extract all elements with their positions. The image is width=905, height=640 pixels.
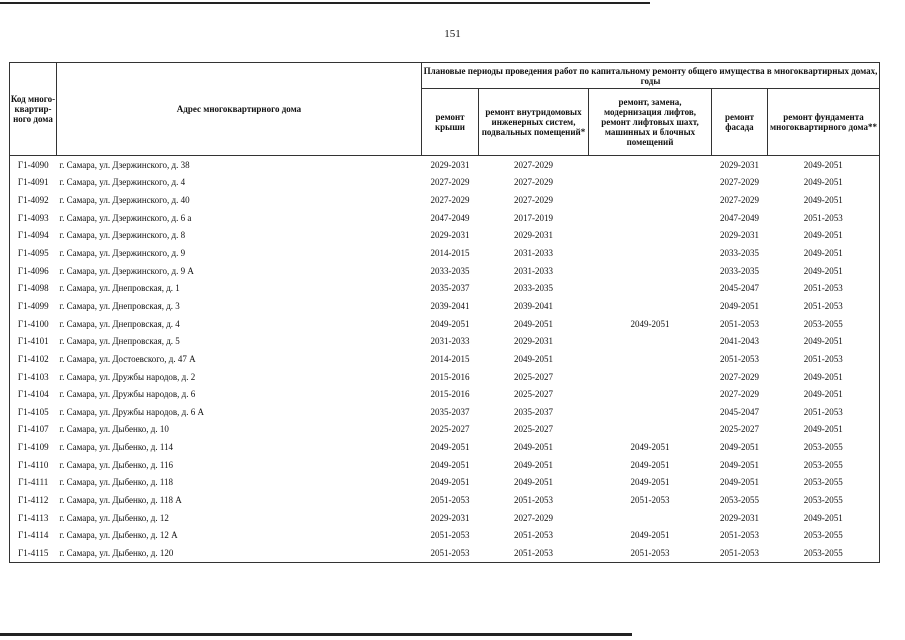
cell-code: Г1-4094 — [10, 227, 57, 245]
cell-systems: 2031-2033 — [514, 265, 553, 276]
header-code: Код много-квартир-ного дома — [10, 63, 57, 156]
cell-code: Г1-4095 — [10, 244, 57, 262]
bottom-rule — [0, 633, 632, 636]
cell-facade: 2049-2051 — [720, 477, 759, 488]
cell-address: г. Самара, ул. Дыбенко, д. 120 — [57, 544, 422, 562]
cell-lifts: 2051-2053 — [630, 494, 670, 505]
cell-address: г. Самара, ул. Дружбы народов, д. 6 А — [59, 406, 204, 417]
cell-address: г. Самара, ул. Дыбенко, д. 116 — [59, 459, 174, 470]
cell-lifts: 2049-2051 — [630, 477, 670, 488]
cell-address: г. Самара, ул. Дыбенко, д. 12 А — [59, 530, 178, 541]
cell-facade: 2027-2029 — [720, 177, 759, 188]
cell-code: Г1-4113 — [10, 509, 57, 527]
cell-systems: 2033-2035 — [514, 283, 553, 294]
cell-lifts — [589, 244, 712, 262]
cell-code: Г1-4100 — [10, 315, 57, 333]
table-row — [10, 403, 880, 421]
cell-lifts — [589, 191, 712, 209]
cell-facade: 2033-2035 — [720, 248, 759, 259]
cell-address: г. Самара, ул. Дыбенко, д. 118 — [59, 477, 174, 488]
table-row — [10, 474, 880, 492]
header-lifts: ремонт, замена, модернизация лифтов, ремонт лифтовых шахт, машинных и блочных помещений — [589, 89, 712, 156]
cell-roof: 2014-2015 — [430, 353, 470, 364]
cell-foundation: 2049-2051 — [768, 244, 880, 262]
cell-systems: 2029-2031 — [514, 230, 553, 241]
cell-systems: 2025-2027 — [514, 424, 553, 435]
cell-address: г. Самара, ул. Дыбенко, д. 10 — [59, 424, 169, 435]
cell-roof: 2035-2037 — [430, 283, 470, 294]
table-row — [10, 315, 880, 333]
cell-address: г. Самара, ул. Дружбы народов, д. 6 — [59, 389, 196, 400]
cell-address: г. Самара, ул. Днепровская, д. 4 — [59, 318, 180, 329]
header-group: Плановые периоды проведения работ по капитальному ремонту общего имущества в многоквартирных домах, годы — [422, 63, 880, 89]
table-row — [10, 262, 880, 280]
cell-roof: 2015-2016 — [430, 389, 470, 400]
table-row — [10, 174, 880, 192]
cell-facade: 2051-2053 — [712, 544, 768, 562]
cell-systems: 2029-2031 — [514, 336, 553, 347]
header-foundation: ремонт фундамента многоквартирного дома** — [768, 89, 880, 156]
cell-code: Г1-4096 — [10, 262, 57, 280]
cell-code: Г1-4093 — [10, 209, 57, 227]
cell-foundation: 2053-2055 — [768, 474, 880, 492]
cell-address: г. Самара, ул. Дзержинского, д. 38 — [59, 159, 190, 170]
cell-foundation: 2049-2051 — [768, 421, 880, 439]
cell-foundation: 2049-2051 — [768, 262, 880, 280]
cell-address: г. Самара, ул. Дзержинского, д. 6 а — [59, 212, 192, 223]
cell-roof: 2049-2051 — [430, 442, 470, 453]
cell-code: Г1-4090 — [10, 156, 57, 174]
cell-lifts: 2049-2051 — [630, 442, 670, 453]
cell-lifts — [589, 421, 712, 439]
cell-lifts — [589, 209, 712, 227]
table-row — [10, 368, 880, 386]
cell-address: г. Самара, ул. Днепровская, д. 5 — [59, 336, 180, 347]
cell-foundation: 2051-2053 — [768, 209, 880, 227]
cell-foundation: 2049-2051 — [768, 332, 880, 350]
cell-address: г. Самара, ул. Дзержинского, д. 40 — [59, 195, 190, 206]
table-row — [10, 244, 880, 262]
cell-facade: 2049-2051 — [720, 300, 759, 311]
cell-lifts — [589, 350, 712, 368]
header-systems: ремонт внутридомовых инженерных систем, подвальных помещений* — [479, 89, 589, 156]
cell-foundation: 2049-2051 — [768, 509, 880, 527]
table-row — [10, 456, 880, 474]
cell-systems: 2017-2019 — [514, 212, 553, 223]
cell-lifts — [589, 403, 712, 421]
cell-systems: 2035-2037 — [514, 406, 553, 417]
cell-foundation: 2053-2055 — [768, 526, 880, 544]
table-row — [10, 297, 880, 315]
cell-roof: 2049-2051 — [430, 459, 470, 470]
table-row — [10, 156, 880, 174]
cell-foundation: 2049-2051 — [768, 227, 880, 245]
cell-roof: 2051-2053 — [430, 494, 470, 505]
cell-foundation: 2053-2055 — [768, 438, 880, 456]
table-row — [10, 544, 880, 562]
header-roof: ремонт крыши — [422, 89, 479, 156]
cell-systems: 2049-2051 — [514, 459, 553, 470]
cell-address: г. Самара, ул. Дружбы народов, д. 2 — [59, 371, 196, 382]
cell-foundation: 2051-2053 — [768, 403, 880, 421]
cell-roof: 2025-2027 — [430, 424, 470, 435]
cell-roof: 2051-2053 — [430, 530, 470, 541]
cell-address: г. Самара, ул. Дзержинского, д. 9 — [59, 248, 186, 259]
cell-code: Г1-4103 — [10, 368, 57, 386]
cell-facade: 2025-2027 — [720, 424, 759, 435]
cell-facade: 2027-2029 — [720, 195, 759, 206]
cell-roof: 2029-2031 — [430, 512, 470, 523]
cell-code: Г1-4107 — [10, 421, 57, 439]
cell-code: Г1-4111 — [10, 474, 57, 492]
cell-roof: 2035-2037 — [430, 406, 470, 417]
cell-systems: 2027-2029 — [514, 512, 553, 523]
cell-roof: 2031-2033 — [430, 336, 470, 347]
cell-systems: 2051-2053 — [479, 544, 589, 562]
table-body — [10, 156, 880, 563]
cell-facade: 2049-2051 — [720, 459, 759, 470]
cell-lifts: 2049-2051 — [630, 459, 670, 470]
cell-code: Г1-4112 — [10, 491, 57, 509]
cell-roof: 2033-2035 — [430, 265, 470, 276]
cell-foundation: 2053-2055 — [768, 456, 880, 474]
table-row — [10, 421, 880, 439]
header-address: Адрес многоквартирного дома — [57, 63, 422, 156]
cell-code: Г1-4102 — [10, 350, 57, 368]
cell-facade: 2051-2053 — [720, 530, 759, 541]
cell-systems: 2049-2051 — [514, 442, 553, 453]
cell-lifts — [589, 279, 712, 297]
cell-address: г. Самара, ул. Днепровская, д. 1 — [59, 283, 180, 294]
cell-facade: 2029-2031 — [720, 230, 759, 241]
cell-roof: 2015-2016 — [430, 371, 470, 382]
cell-facade: 2029-2031 — [720, 512, 759, 523]
top-rule — [0, 2, 650, 4]
cell-facade: 2047-2049 — [720, 212, 759, 223]
cell-foundation: 2049-2051 — [768, 191, 880, 209]
cell-foundation: 2049-2051 — [768, 385, 880, 403]
table-row — [10, 332, 880, 350]
cell-roof: 2027-2029 — [430, 195, 470, 206]
table-row — [10, 227, 880, 245]
cell-lifts: 2049-2051 — [630, 318, 670, 329]
cell-lifts — [589, 509, 712, 527]
cell-lifts — [589, 368, 712, 386]
cell-systems: 2025-2027 — [514, 371, 553, 382]
cell-code: Г1-4104 — [10, 385, 57, 403]
cell-systems: 2025-2027 — [514, 389, 553, 400]
cell-facade: 2051-2053 — [720, 318, 759, 329]
cell-facade: 2051-2053 — [720, 353, 759, 364]
cell-address: г. Самара, ул. Дзержинского, д. 4 — [59, 177, 186, 188]
cell-facade: 2045-2047 — [720, 283, 759, 294]
cell-code: Г1-4099 — [10, 297, 57, 315]
cell-code: Г1-4101 — [10, 332, 57, 350]
cell-code: Г1-4114 — [10, 526, 57, 544]
table-row — [10, 491, 880, 509]
cell-code: Г1-4105 — [10, 403, 57, 421]
cell-code: Г1-4109 — [10, 438, 57, 456]
cell-foundation: 2053-2055 — [768, 315, 880, 333]
cell-lifts: 2049-2051 — [630, 530, 670, 541]
cell-code: Г1-4092 — [10, 191, 57, 209]
cell-address: г. Самара, ул. Дзержинского, д. 8 — [59, 230, 186, 241]
cell-roof: 2051-2053 — [422, 544, 479, 562]
cell-foundation: 2049-2051 — [768, 368, 880, 386]
cell-foundation: 2051-2053 — [768, 297, 880, 315]
cell-facade: 2041-2043 — [720, 336, 759, 347]
cell-roof: 2029-2031 — [430, 159, 470, 170]
cell-foundation: 2053-2055 — [768, 544, 880, 562]
cell-lifts — [589, 385, 712, 403]
cell-lifts — [589, 262, 712, 280]
cell-code: Г1-4110 — [10, 456, 57, 474]
cell-lifts — [589, 174, 712, 192]
repair-schedule-table — [9, 62, 880, 563]
table-row — [10, 209, 880, 227]
cell-address: г. Самара, ул. Дыбенко, д. 12 — [59, 512, 169, 523]
cell-systems: 2027-2029 — [514, 195, 553, 206]
table-row — [10, 279, 880, 297]
table-row — [10, 509, 880, 527]
table-row — [10, 438, 880, 456]
cell-code: Г1-4091 — [10, 174, 57, 192]
cell-facade: 2049-2051 — [720, 442, 759, 453]
table-row — [10, 350, 880, 368]
cell-foundation: 2053-2055 — [768, 491, 880, 509]
cell-address: г. Самара, ул. Дыбенко, д. 114 — [59, 442, 174, 453]
cell-facade: 2029-2031 — [720, 159, 759, 170]
cell-address: г. Самара, ул. Достоевского, д. 47 А — [59, 353, 196, 364]
cell-foundation: 2051-2053 — [768, 279, 880, 297]
cell-roof: 2014-2015 — [430, 248, 470, 259]
cell-facade: 2027-2029 — [720, 371, 759, 382]
cell-systems: 2049-2051 — [514, 353, 553, 364]
cell-systems: 2039-2041 — [514, 300, 553, 311]
cell-lifts — [589, 227, 712, 245]
cell-systems: 2031-2033 — [514, 248, 553, 259]
cell-address: г. Самара, ул. Днепровская, д. 3 — [59, 300, 180, 311]
cell-code: Г1-4115 — [10, 544, 57, 562]
cell-roof: 2029-2031 — [430, 230, 470, 241]
cell-systems: 2051-2053 — [514, 530, 553, 541]
cell-facade: 2045-2047 — [720, 406, 759, 417]
cell-foundation: 2049-2051 — [768, 156, 880, 174]
cell-lifts — [589, 156, 712, 174]
cell-roof: 2049-2051 — [430, 477, 470, 488]
cell-lifts — [589, 297, 712, 315]
cell-lifts: 2051-2053 — [589, 544, 712, 562]
table-row — [10, 526, 880, 544]
cell-roof: 2027-2029 — [430, 177, 470, 188]
cell-facade: 2033-2035 — [720, 265, 759, 276]
cell-facade: 2053-2055 — [720, 494, 759, 505]
page-number: 151 — [444, 28, 461, 40]
cell-address: г. Самара, ул. Дзержинского, д. 9 А — [59, 265, 194, 276]
cell-code: Г1-4098 — [10, 279, 57, 297]
cell-roof: 2039-2041 — [430, 300, 470, 311]
table-row — [10, 385, 880, 403]
cell-foundation: 2051-2053 — [768, 350, 880, 368]
cell-roof: 2047-2049 — [430, 212, 470, 223]
cell-systems: 2049-2051 — [514, 318, 553, 329]
table-row — [10, 191, 880, 209]
cell-systems: 2049-2051 — [514, 477, 553, 488]
cell-systems: 2051-2053 — [514, 494, 553, 505]
cell-systems: 2027-2029 — [514, 159, 553, 170]
cell-lifts — [589, 332, 712, 350]
cell-systems: 2027-2029 — [514, 177, 553, 188]
cell-foundation: 2049-2051 — [768, 174, 880, 192]
cell-address: г. Самара, ул. Дыбенко, д. 118 А — [59, 494, 182, 505]
cell-roof: 2049-2051 — [430, 318, 470, 329]
cell-facade: 2027-2029 — [720, 389, 759, 400]
header-facade: ремонт фасада — [712, 89, 768, 156]
